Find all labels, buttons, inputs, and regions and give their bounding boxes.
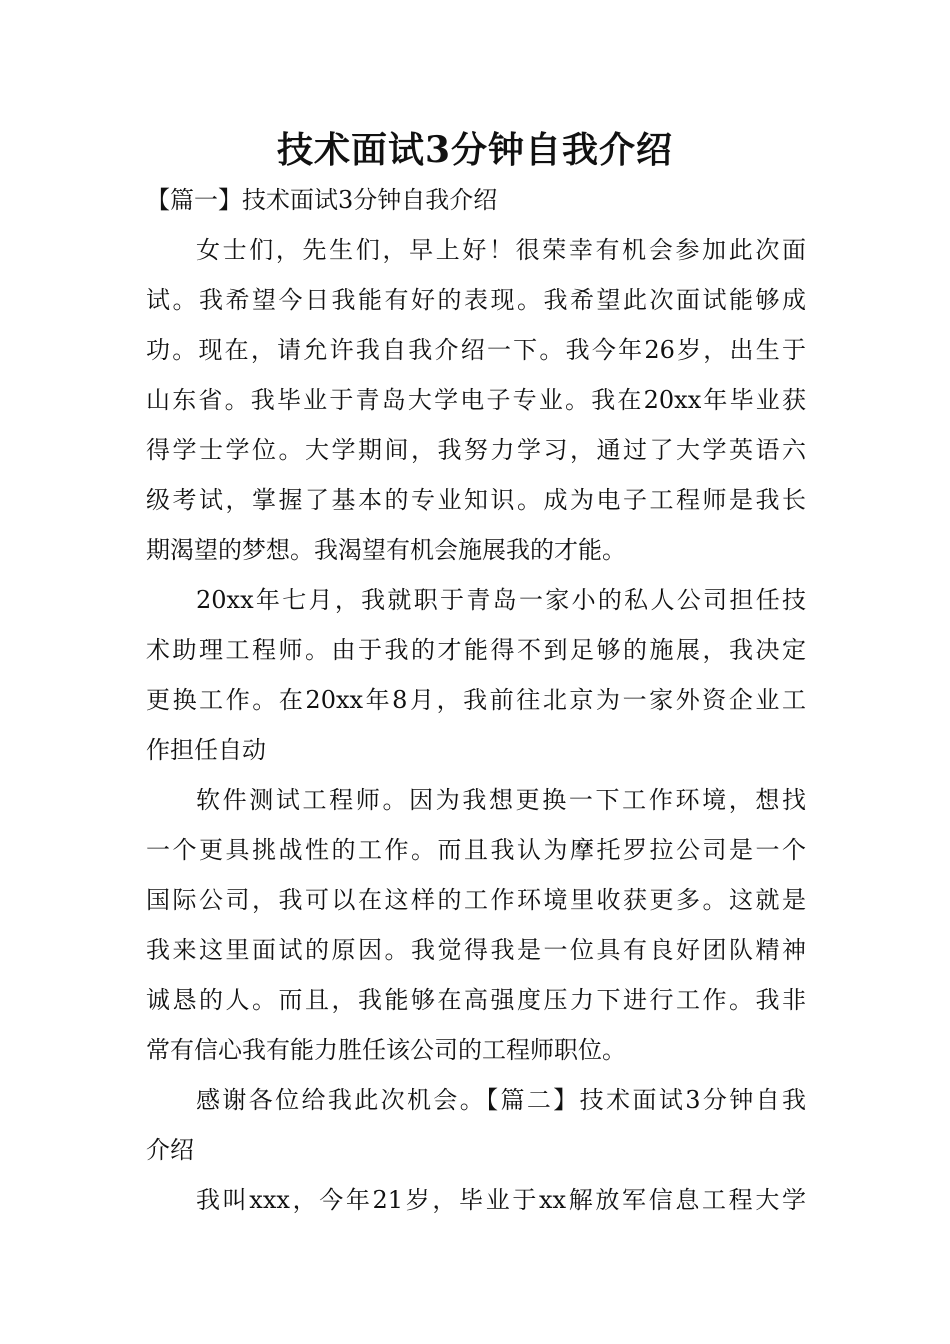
- paragraph-line: 更换工作。在20xx年8月，我前往北京为一家外资企业工: [146, 686, 806, 714]
- paragraph-line: 我来这里面试的原因。我觉得我是一位具有良好团队精神: [146, 936, 806, 964]
- paragraph-line: 国际公司，我可以在这样的工作环境里收获更多。这就是: [146, 886, 806, 914]
- paragraph-line: 术助理工程师。由于我的才能得不到足够的施展，我决定: [146, 636, 806, 664]
- paragraph-line: 得学士学位。大学期间，我努力学习，通过了大学英语六: [146, 436, 806, 464]
- paragraph-line: 一个更具挑战性的工作。而且我认为摩托罗拉公司是一个: [146, 836, 806, 864]
- section-heading-part1: 【篇一】技术面试3分钟自我介绍: [146, 186, 498, 214]
- paragraph-line: 20xx年七月，我就职于青岛一家小的私人公司担任技: [196, 586, 806, 614]
- paragraph-line: 山东省。我毕业于青岛大学电子专业。我在20xx年毕业获: [146, 386, 806, 414]
- paragraph-line: 感谢各位给我此次机会。【篇二】技术面试3分钟自我: [196, 1086, 806, 1114]
- paragraph-line: 诚恳的人。而且，我能够在高强度压力下进行工作。我非: [146, 986, 806, 1014]
- paragraph-line: 功。现在，请允许我自我介绍一下。我今年26岁，出生于: [146, 336, 806, 364]
- document-title: 技术面试3分钟自我介绍: [276, 129, 674, 171]
- paragraph-line: 我叫xxx，今年21岁，毕业于xx解放军信息工程大学: [196, 1186, 806, 1214]
- paragraph-line: 级考试，掌握了基本的专业知识。成为电子工程师是我长: [146, 486, 806, 514]
- paragraph-line: 期渴望的梦想。我渴望有机会施展我的才能。: [146, 536, 626, 564]
- paragraph-line: 女士们，先生们，早上好！很荣幸有机会参加此次面: [196, 236, 806, 264]
- paragraph-line: 试。我希望今日我能有好的表现。我希望此次面试能够成: [146, 286, 806, 314]
- paragraph-line: 常有信心我有能力胜任该公司的工程师职位。: [146, 1036, 626, 1064]
- paragraph-line: 介绍: [146, 1136, 194, 1164]
- paragraph-line: 作担任自动: [146, 736, 266, 764]
- paragraph-line: 软件测试工程师。因为我想更换一下工作环境，想找: [196, 786, 806, 814]
